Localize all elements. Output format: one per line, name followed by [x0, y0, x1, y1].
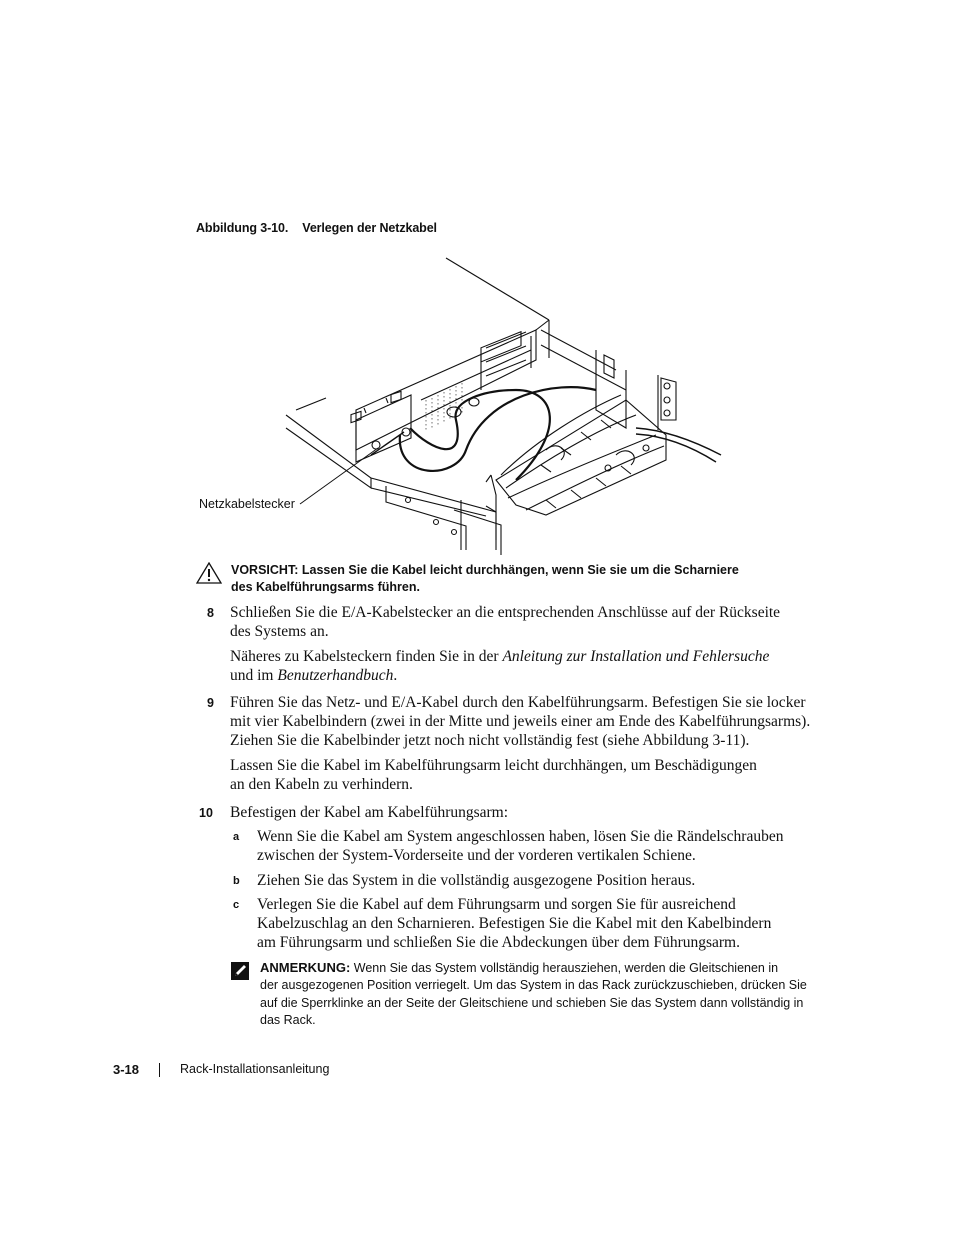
note-line-1: Wenn Sie das System vollständig herausziehen, werden die Gleitschienen in [353, 961, 779, 975]
step-10-text: Befestigen der Kabel am Kabelführungsarm: [230, 804, 509, 821]
cable-routing-illustration [196, 250, 736, 560]
step-9-line-1: Führen Sie das Netz- und E/A-Kabel durch den Kabelführungsarm. Befestigen Sie sie locker [230, 694, 806, 711]
substep-letter-b: b [233, 875, 240, 887]
step-8-line-2: des Systems an. [230, 623, 329, 640]
substep-letter-a: a [233, 831, 240, 843]
substep-c-line-2: Kabelzuschlag an den Scharnieren. Befestigen Sie die Kabel mit den Kabelbindern [257, 915, 772, 932]
note-line-3: auf die Sperrklinke an der Seite der Gleitschiene und schieben Sie das System dann vollständig in [260, 995, 804, 1010]
step-9-text [230, 693, 810, 750]
step-8-reference [230, 647, 769, 685]
reference-doc-title-2: Benutzerhandbuch [277, 667, 394, 684]
warning-triangle-icon [196, 562, 222, 584]
note-line-2: der ausgezogenen Position verriegelt. Um das System in das Rack zurückzuschieben, drücken Sie [260, 978, 807, 993]
reference-text-2: und im [230, 667, 278, 684]
note-pencil-icon [230, 961, 250, 981]
step-9-line-3: Ziehen Sie die Kabelbinder jetzt noch nicht vollständig fest (siehe Abbildung 3-11). [230, 732, 750, 749]
substep-letter-c: c [233, 899, 240, 911]
step-8-line-1: Schließen Sie die E/A-Kabelstecker an die entsprechenden Anschlüsse auf der Rückseite [230, 604, 781, 621]
substep-c-text [257, 895, 771, 952]
note-notice [230, 959, 815, 1029]
step-number-9: 9 [207, 696, 214, 710]
substep-b-text: Ziehen Sie das System in die vollständig ausgezogene Position heraus. [257, 872, 696, 889]
caution-text-line-2: des Kabelführungsarms führen. [231, 580, 420, 594]
step-9-note [230, 756, 757, 794]
substep-a-text [257, 827, 783, 865]
substep-c-line-3: am Führungsarm und schließen Sie die Abdeckungen über dem Führungsarm. [257, 934, 740, 951]
reference-doc-title: Anleitung zur Installation und Fehlersuche [502, 648, 770, 665]
figure-caption [196, 221, 437, 235]
substep-c-line-1: Verlegen Sie die Kabel auf dem Führungsarm und sorgen Sie für ausreichend [257, 896, 736, 913]
step-8-text [230, 603, 780, 641]
step-9-note-line-1: Lassen Sie die Kabel im Kabelführungsarm leicht durchhängen, um Beschädigungen [230, 757, 757, 774]
note-label: ANMERKUNG: [260, 960, 351, 975]
reference-period: . [393, 667, 398, 684]
caution-label: VORSICHT: [231, 563, 299, 577]
step-number-8: 8 [207, 606, 214, 620]
figure-number: Abbildung 3-10. [196, 221, 289, 235]
caution-notice [196, 562, 756, 596]
footer-title: Rack-Installationsanleitung [180, 1062, 330, 1076]
step-9-line-2: mit vier Kabelbindern (zwei in der Mitte und jeweils einer am Ende des Kabelführungsarms). [230, 713, 811, 730]
figure-title: Verlegen der Netzkabel [302, 221, 437, 235]
substep-a-line-1: Wenn Sie die Kabel am System angeschlossen haben, lösen Sie die Rändelschrauben [257, 828, 784, 845]
reference-text: Näheres zu Kabelsteckern finden Sie in der [230, 648, 503, 665]
step-number-10: 10 [199, 806, 213, 820]
footer-separator [159, 1063, 160, 1077]
step-9-note-line-2: an den Kabeln zu verhindern. [230, 776, 413, 793]
page-number: 3-18 [113, 1062, 140, 1077]
substep-a-line-2: zwischen der System-Vorderseite und der vorderen vertikalen Schiene. [257, 847, 696, 864]
caution-text-line-1: Lassen Sie die Kabel leicht durchhängen, wenn Sie sie um die Scharniere [301, 563, 739, 577]
callout-power-connector: Netzkabelstecker [199, 497, 295, 511]
note-line-4: das Rack. [260, 1012, 316, 1027]
